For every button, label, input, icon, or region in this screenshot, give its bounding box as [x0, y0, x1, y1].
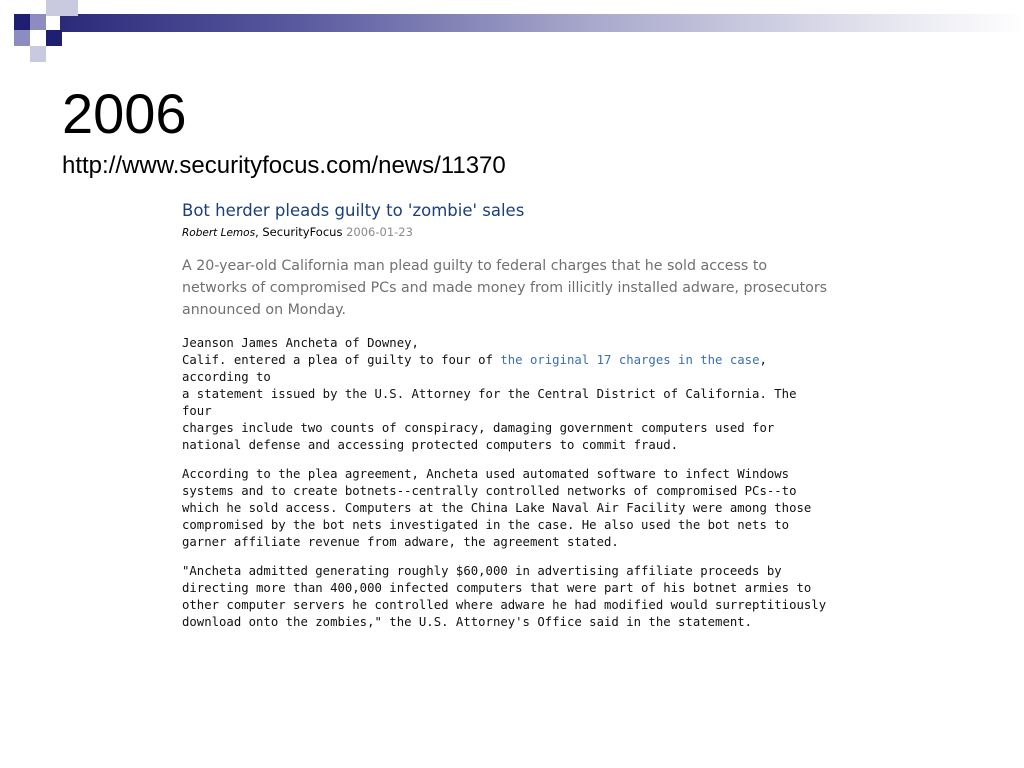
paragraph-1-text-before: Jeanson James Ancheta of Downey, Calif. entered a plea of guilty to four of: [182, 336, 493, 367]
article-author: Robert Lemos: [182, 227, 256, 239]
header-square: [30, 46, 46, 62]
header-square: [30, 14, 46, 30]
header-gradient-bar: [60, 14, 1024, 32]
header-square: [46, 30, 62, 46]
original-charges-link[interactable]: the original 17 charges in the case: [500, 353, 760, 367]
article-paragraph-1: [182, 335, 832, 454]
article-headline: Bot herder pleads guilty to 'zombie' sales: [182, 201, 525, 220]
article-lead: A 20-year-old California man plead guilty to federal charges that he sold access to networks of compromised PCs and made money from illicitly installed adware, prosecutors announced on Monday.: [182, 258, 828, 318]
paragraph-1-text-after: , according to a statement issued by the U.S. Attorney for the Central District of California. The four charges include two counts of conspiracy, damaging government computers used for national defense and accessing protected computers to commit fraud.: [182, 353, 797, 452]
article-publication: SecurityFocus: [262, 225, 343, 239]
article-date: 2006-01-23: [346, 225, 413, 239]
article-paragraph-3: "Ancheta admitted generating roughly $60,000 in advertising affiliate proceeds by directing more than 400,000 infected computers that were part of his botnet armies to other computer servers he controlled where adware he had modified would surreptitiously download onto the zombies," the U.S. Attorney's Office said in the statement.: [182, 564, 827, 629]
article-screenshot: [182, 200, 832, 643]
header-square: [62, 0, 78, 16]
slide-url: http://www.securityfocus.com/news/11370: [62, 152, 506, 179]
article-byline: Robert Lemos, SecurityFocus 2006-01-23: [182, 225, 413, 239]
header-square: [14, 30, 30, 46]
article-paragraph-2: According to the plea agreement, Ancheta used automated software to infect Windows systems and to create botnets--centrally controlled networks of compromised PCs--to which he sold access. Computers at the China Lake Naval Air Facility were among those compromised by the bot nets investigated in the case. He also used the bot nets to garner affiliate revenue from adware, the agreement stated.: [182, 467, 812, 549]
header-square: [14, 14, 30, 30]
slide-title: 2006: [62, 82, 187, 145]
header-square: [46, 0, 62, 16]
